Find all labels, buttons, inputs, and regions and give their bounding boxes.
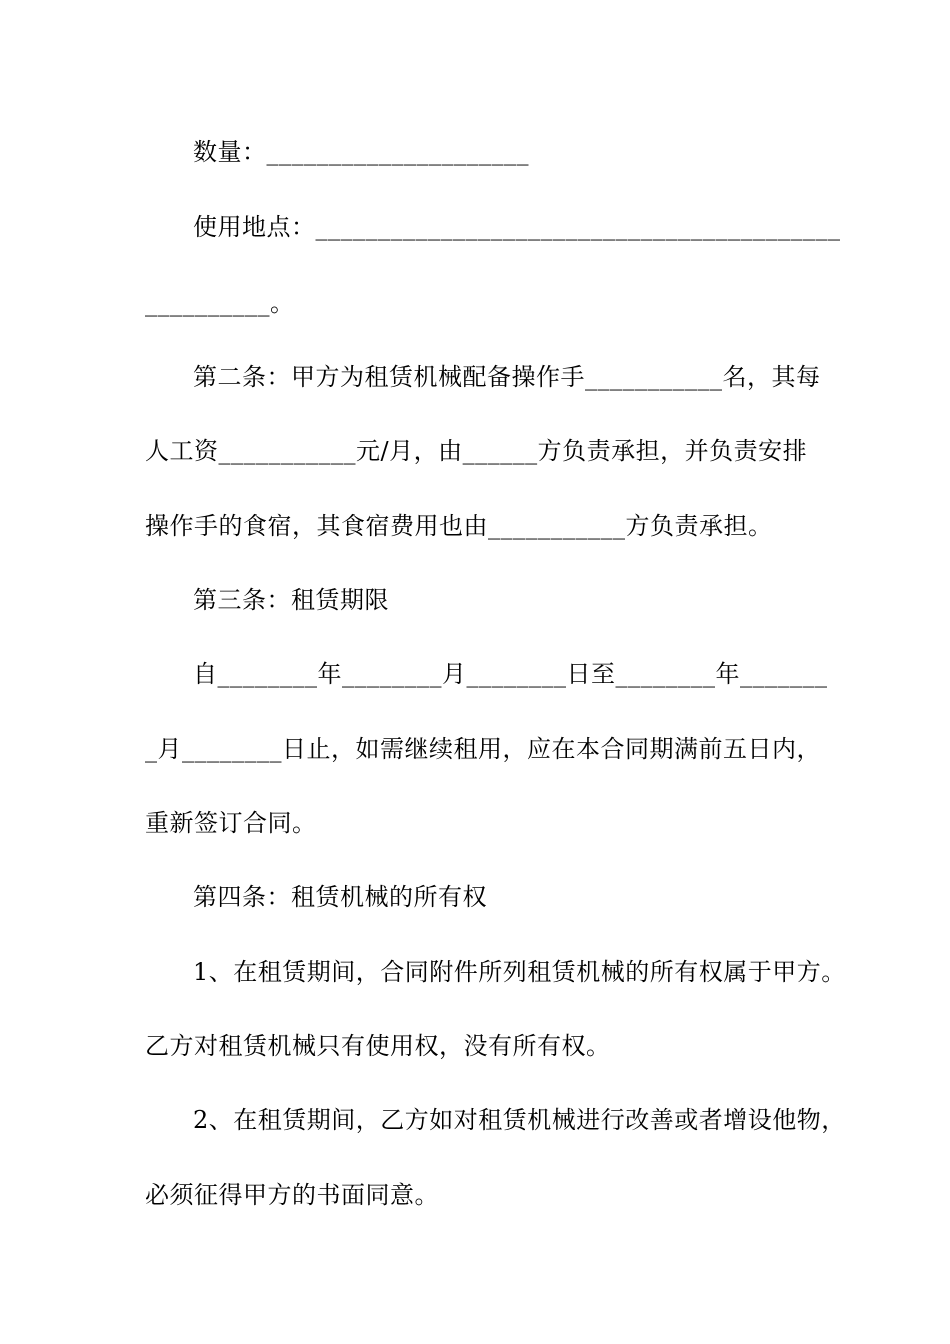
article-3-heading: 第三条：租赁期限 bbox=[193, 586, 389, 614]
article-4-heading: 第四条：租赁机械的所有权 bbox=[193, 883, 487, 911]
usage-location-continuation: __________。 bbox=[145, 289, 295, 317]
ownership-clause-2-line-2: 必须征得甲方的书面同意。 bbox=[145, 1181, 439, 1209]
article-2-line-3: 操作手的食宿，其食宿费用也由___________方负责承担。 bbox=[145, 512, 773, 540]
quantity-line: 数量：_____________________ bbox=[193, 138, 529, 166]
usage-location-line: 使用地点：__________________________________________ bbox=[193, 213, 841, 241]
lease-term-line-2: _月________日止，如需继续租用，应在本合同期满前五日内， bbox=[145, 735, 821, 763]
ownership-clause-1-line-1: 1、在租赁期间，合同附件所列租赁机械的所有权属于甲方。 bbox=[193, 958, 846, 986]
ownership-clause-2-line-1: 2、在租赁期间，乙方如对租赁机械进行改善或者增设他物， bbox=[193, 1106, 846, 1134]
article-2-line-2: 人工资___________元/月，由______方负责承担，并负责安排 bbox=[145, 437, 808, 465]
article-2-line-1: 第二条：甲方为租赁机械配备操作手___________名，其每 bbox=[193, 363, 821, 391]
lease-term-line-1: 自________年________月________日至________年_______ bbox=[193, 660, 828, 688]
lease-term-line-3: 重新签订合同。 bbox=[145, 809, 317, 837]
ownership-clause-1-line-2: 乙方对租赁机械只有使用权，没有所有权。 bbox=[145, 1032, 611, 1060]
